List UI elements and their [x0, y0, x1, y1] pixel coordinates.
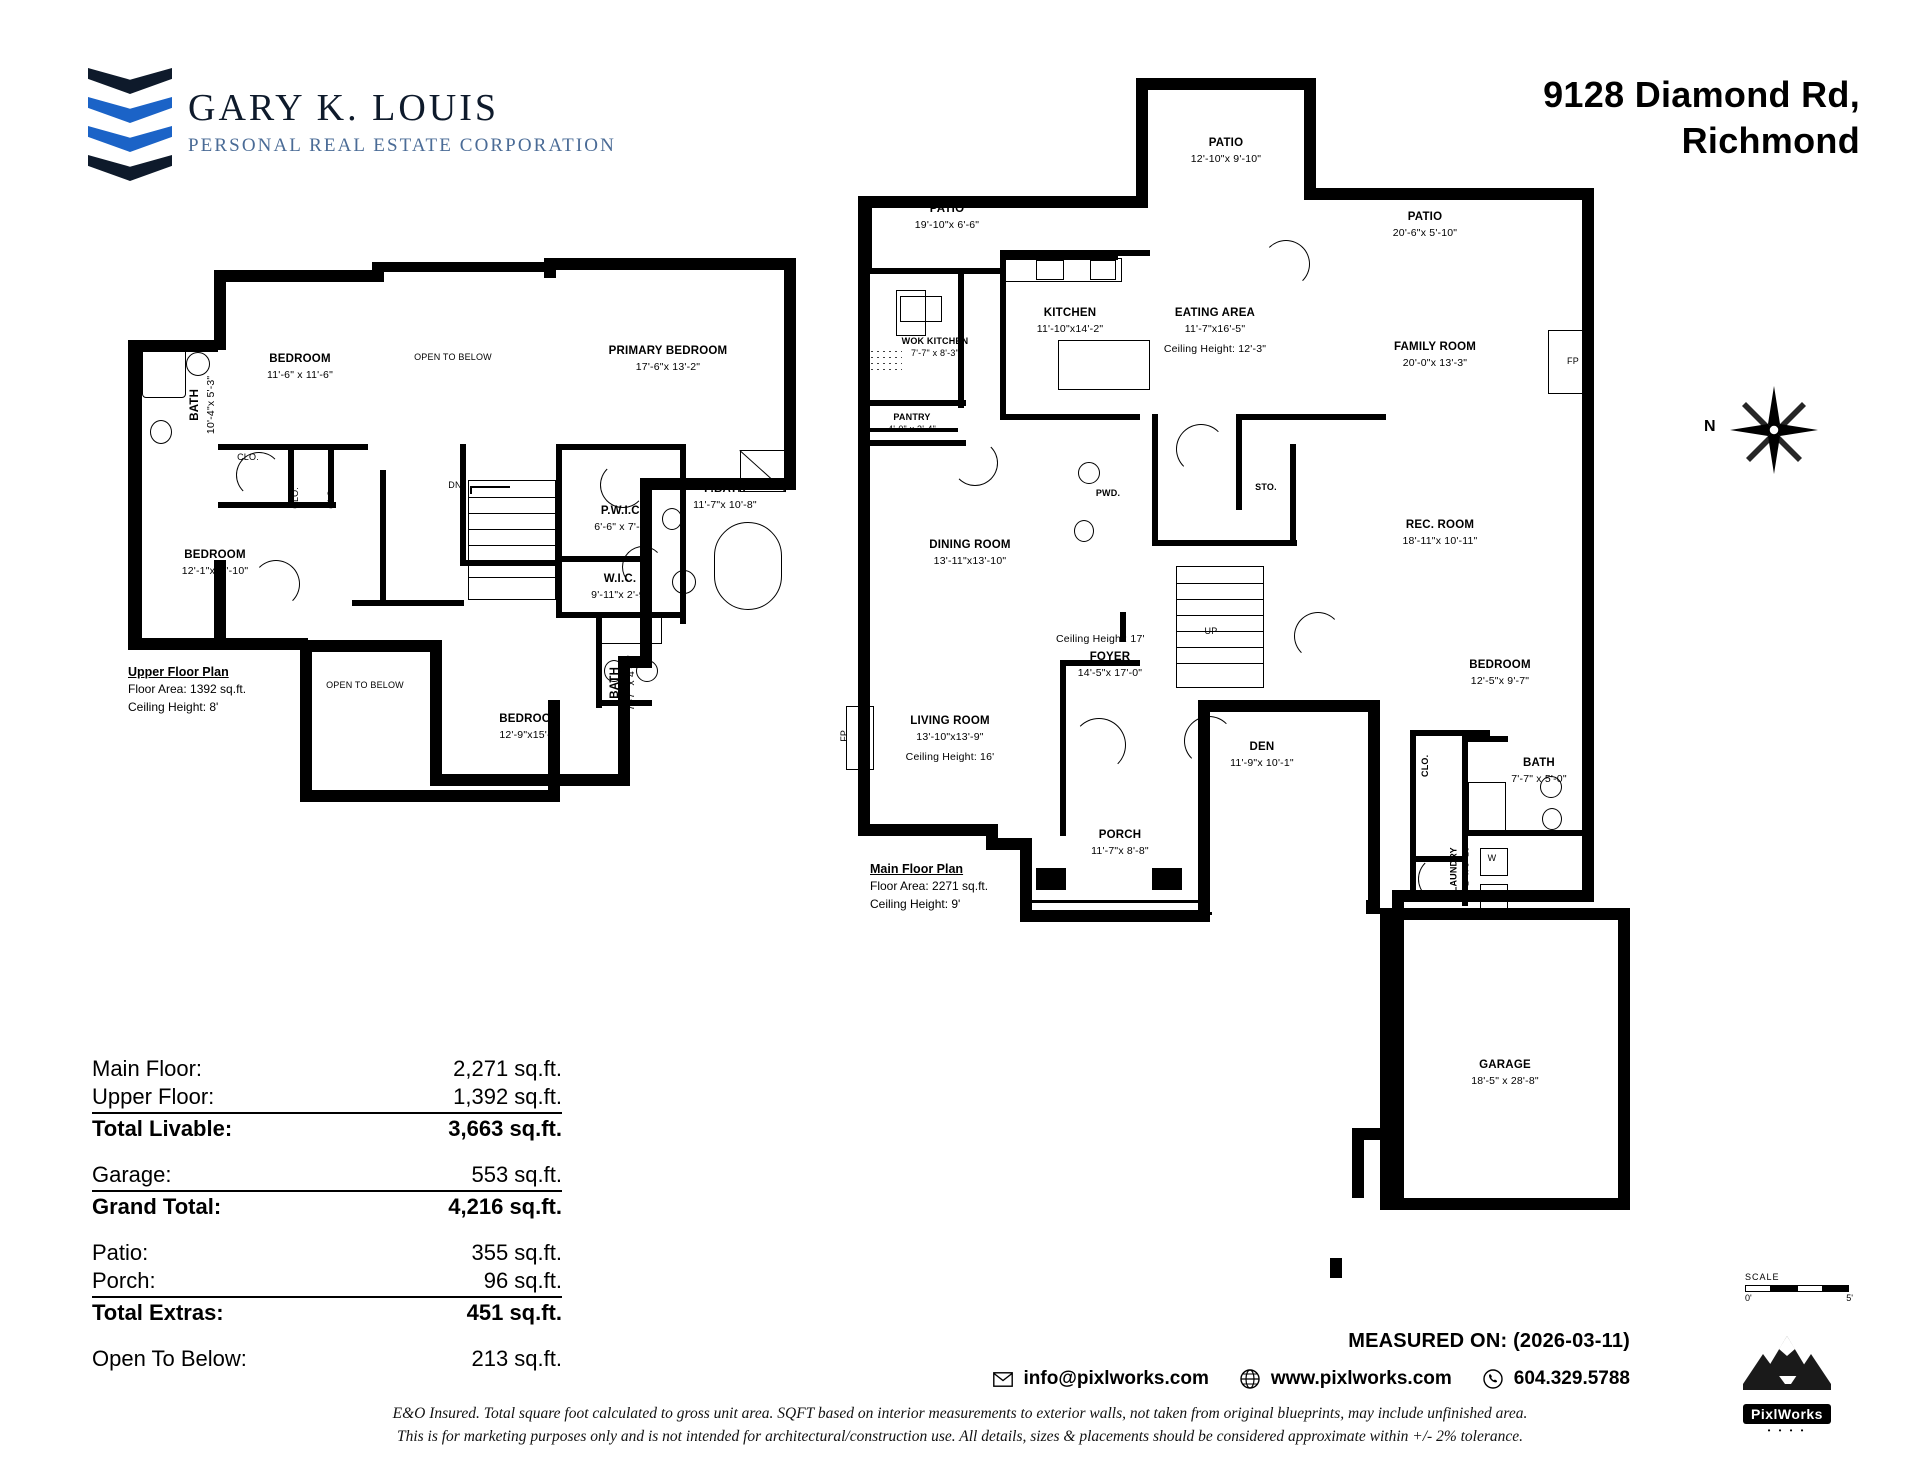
measured-on: MEASURED ON: (2026-03-11)	[1348, 1330, 1630, 1352]
area-row	[92, 1267, 562, 1295]
area-value: 2,271 sq.ft.	[453, 1056, 562, 1081]
small-bathtub-fixture	[600, 616, 662, 644]
phone-number[interactable]: 604.329.5788	[1513, 1368, 1630, 1389]
room-bath-upper-2: BATH 7'-7" x 4'-1"	[609, 655, 637, 711]
brand-name: GARY K. LOUIS	[188, 87, 499, 130]
area-label: Total Livable:	[92, 1116, 233, 1141]
room-bedroom-upper-2: BEDROOM 12'-1"x11'-10"	[181, 549, 249, 577]
wok-stove-icon	[866, 346, 902, 370]
room-bath-main: BATH 7'-7" x 5'-0"	[1511, 757, 1567, 785]
room-bath-upper-1: BATH 10'-4"x 5'-3"	[189, 375, 217, 435]
closet-upper-3: CLO.	[326, 486, 337, 509]
area-summary-table	[92, 1055, 562, 1373]
area-value: 3,663 sq.ft.	[448, 1116, 562, 1141]
email-icon	[992, 1368, 1014, 1390]
room-rec-room: REC. ROOM 18'-11"x 10'-11"	[1402, 519, 1478, 547]
powder-sink-fixture	[1078, 462, 1100, 484]
area-row-open-to-below	[92, 1345, 562, 1373]
logo-chevron-icon	[88, 68, 172, 178]
area-label: Open To Below:	[92, 1346, 247, 1371]
primary-tub-fixture	[714, 522, 782, 610]
area-row-grand-total	[92, 1190, 562, 1221]
fireplace-label-living: FP	[839, 729, 850, 742]
main-bath-toilet-fixture	[1542, 808, 1562, 830]
room-family-room: FAMILY ROOM 20'-0"x 13'-3"	[1393, 341, 1477, 369]
main-bathtub-fixture	[1468, 782, 1506, 836]
main-floor-summary: Main Floor Plan Floor Area: 2271 sq.ft. Ceiling Height: 9'	[870, 862, 989, 911]
washer-label: W	[1487, 853, 1497, 863]
area-value: 213 sq.ft.	[471, 1346, 562, 1371]
upper-floor-summary: Upper Floor Plan Floor Area: 1392 sq.ft. Ceiling Height: 8'	[128, 665, 247, 714]
toilet-fixture	[150, 420, 172, 444]
room-living-room: LIVING ROOM 13'-10"x13'-9" Ceiling Height: 16'	[905, 715, 995, 763]
room-storage: STO.	[1255, 482, 1277, 492]
website-url[interactable]: www.pixlworks.com	[1270, 1368, 1452, 1389]
area-label: Main Floor:	[92, 1056, 203, 1081]
room-patio-1: PATIO 12'-10"x 9'-10"	[1190, 137, 1262, 165]
compass-rose-icon	[1704, 382, 1822, 478]
area-value: 355 sq.ft.	[471, 1240, 562, 1265]
pixlworks-dots: • • • •	[1767, 1426, 1807, 1435]
room-patio-2: PATIO 19'-10"x 6'-6"	[914, 203, 980, 231]
small-sink-fixture	[636, 660, 658, 682]
room-primary-bath: P.BATH 11'-7"x 10'-8"	[693, 483, 757, 511]
property-address	[1543, 72, 1860, 164]
room-wok-kitchen: WOK KITCHEN 7'-7" x 8'-3"	[901, 336, 969, 358]
upper-dn-label: DN	[448, 480, 462, 490]
address-line-1: 9128 Diamond Rd,	[1543, 74, 1860, 115]
up-label: UP	[1204, 626, 1218, 636]
room-powder: PWD.	[1095, 488, 1121, 498]
room-porch: PORCH 11'-7"x 8'-8"	[1091, 829, 1149, 857]
upper-stairs	[468, 480, 556, 600]
area-value: 4,216 sq.ft.	[448, 1194, 562, 1219]
room-kitchen: KITCHEN 11'-10"x14'-2"	[1036, 307, 1104, 335]
scale-end: 5'	[1846, 1293, 1853, 1303]
area-row	[92, 1055, 562, 1083]
pixlworks-name: PixlWorks	[1743, 1404, 1831, 1424]
brand-logo	[88, 68, 616, 178]
area-row	[92, 1161, 562, 1189]
disclaimer-line-2: This is for marketing purposes only and is not intended for architectural/construction use. All details, sizes & placements should be considered approximate within +/- 2% tolerance.	[396, 1428, 1524, 1446]
area-row	[92, 1239, 562, 1267]
kitchen-sink-fixture	[1036, 260, 1064, 280]
brand-subtitle: PERSONAL REAL ESTATE CORPORATION	[188, 134, 616, 156]
room-foyer: FOYER 14'-5"x 17'-0"	[1077, 651, 1143, 679]
area-value: 553 sq.ft.	[471, 1162, 562, 1187]
powder-toilet-fixture	[1074, 520, 1094, 542]
cooktop-fixture	[1090, 260, 1116, 280]
scale-bar	[1745, 1272, 1865, 1303]
room-bedroom-upper-3: BEDROOM 12'-9"x15'-9"	[499, 713, 561, 741]
room-patio-3: PATIO 20'-6"x 5'-10"	[1392, 211, 1458, 239]
room-open-to-below-1: OPEN TO BELOW	[414, 352, 492, 362]
area-label: Grand Total:	[92, 1194, 222, 1219]
closet-upper-2: CLO.	[290, 486, 301, 509]
area-label: Total Extras:	[92, 1300, 224, 1325]
disclaimer-line-1: E&O Insured. Total square foot calculated to gross unit area. SQFT based on interior measurements to exterior walls, not taken from original blueprints, may include unfinished area.	[392, 1405, 1528, 1422]
phone-icon	[1482, 1368, 1504, 1390]
room-pantry: PANTRY 4'-0" x 3'-4"	[888, 412, 936, 434]
bathtub-fixture	[142, 348, 186, 398]
globe-icon	[1239, 1368, 1261, 1390]
area-label: Porch:	[92, 1268, 156, 1293]
area-row	[92, 1083, 562, 1111]
area-label: Patio:	[92, 1240, 149, 1265]
room-den: DEN 11'-9"x 10'-1"	[1230, 741, 1294, 769]
area-row-total-livable	[92, 1112, 562, 1143]
email-address[interactable]: info@pixlworks.com	[1023, 1368, 1209, 1389]
scale-start: 0'	[1745, 1293, 1752, 1303]
area-label: Upper Floor:	[92, 1084, 215, 1109]
scale-label: SCALE	[1745, 1272, 1780, 1282]
room-primary-wic: P.W.I.C. 6'-6" x 7'-7"	[594, 505, 650, 533]
wok-upper-counter	[900, 296, 942, 322]
compass-north-label: N	[1704, 418, 1716, 435]
room-laundry: LAUNDRY 8'-1" x 5'-10"	[1448, 843, 1470, 897]
room-garage: GARAGE 18'-5" x 28'-8"	[1471, 1059, 1539, 1087]
foyer-ceiling-height: Ceiling Height: 17'	[1056, 633, 1145, 645]
address-line-2: Richmond	[1681, 120, 1860, 162]
scale-bar-graphic	[1745, 1285, 1849, 1292]
disclaimer	[0, 1402, 1920, 1449]
room-wic: W.I.C. 9'-11"x 2'-9"	[591, 573, 649, 601]
room-bedroom-main: BEDROOM 12'-5"x 9'-7"	[1469, 659, 1531, 687]
area-value: 96 sq.ft.	[483, 1268, 562, 1293]
room-open-to-below-2: OPEN TO BELOW	[326, 680, 404, 690]
contact-bar	[992, 1368, 1630, 1390]
area-value: 1,392 sq.ft.	[453, 1084, 562, 1109]
room-primary-bedroom: PRIMARY BEDROOM 17'-6"x 13'-2"	[608, 345, 728, 373]
area-label: Garage:	[92, 1162, 172, 1187]
fireplace-label-family: FP	[1567, 356, 1579, 366]
closet-upper-1: CLO.	[237, 452, 259, 462]
dryer-label: D	[1488, 889, 1496, 899]
room-eating-area: EATING AREA 11'-7"x16'-5" Ceiling Height: 12'-3"	[1163, 307, 1267, 355]
mountain-icon	[1741, 1332, 1833, 1404]
room-dining-room: DINING ROOM 13'-11"x13'-10"	[929, 539, 1011, 567]
room-bedroom-upper-1: BEDROOM 11'-6" x 11'-6"	[266, 353, 334, 381]
area-value: 451 sq.ft.	[466, 1300, 562, 1325]
closet-main: CLO.	[1420, 754, 1431, 777]
area-row-total-extras	[92, 1296, 562, 1327]
